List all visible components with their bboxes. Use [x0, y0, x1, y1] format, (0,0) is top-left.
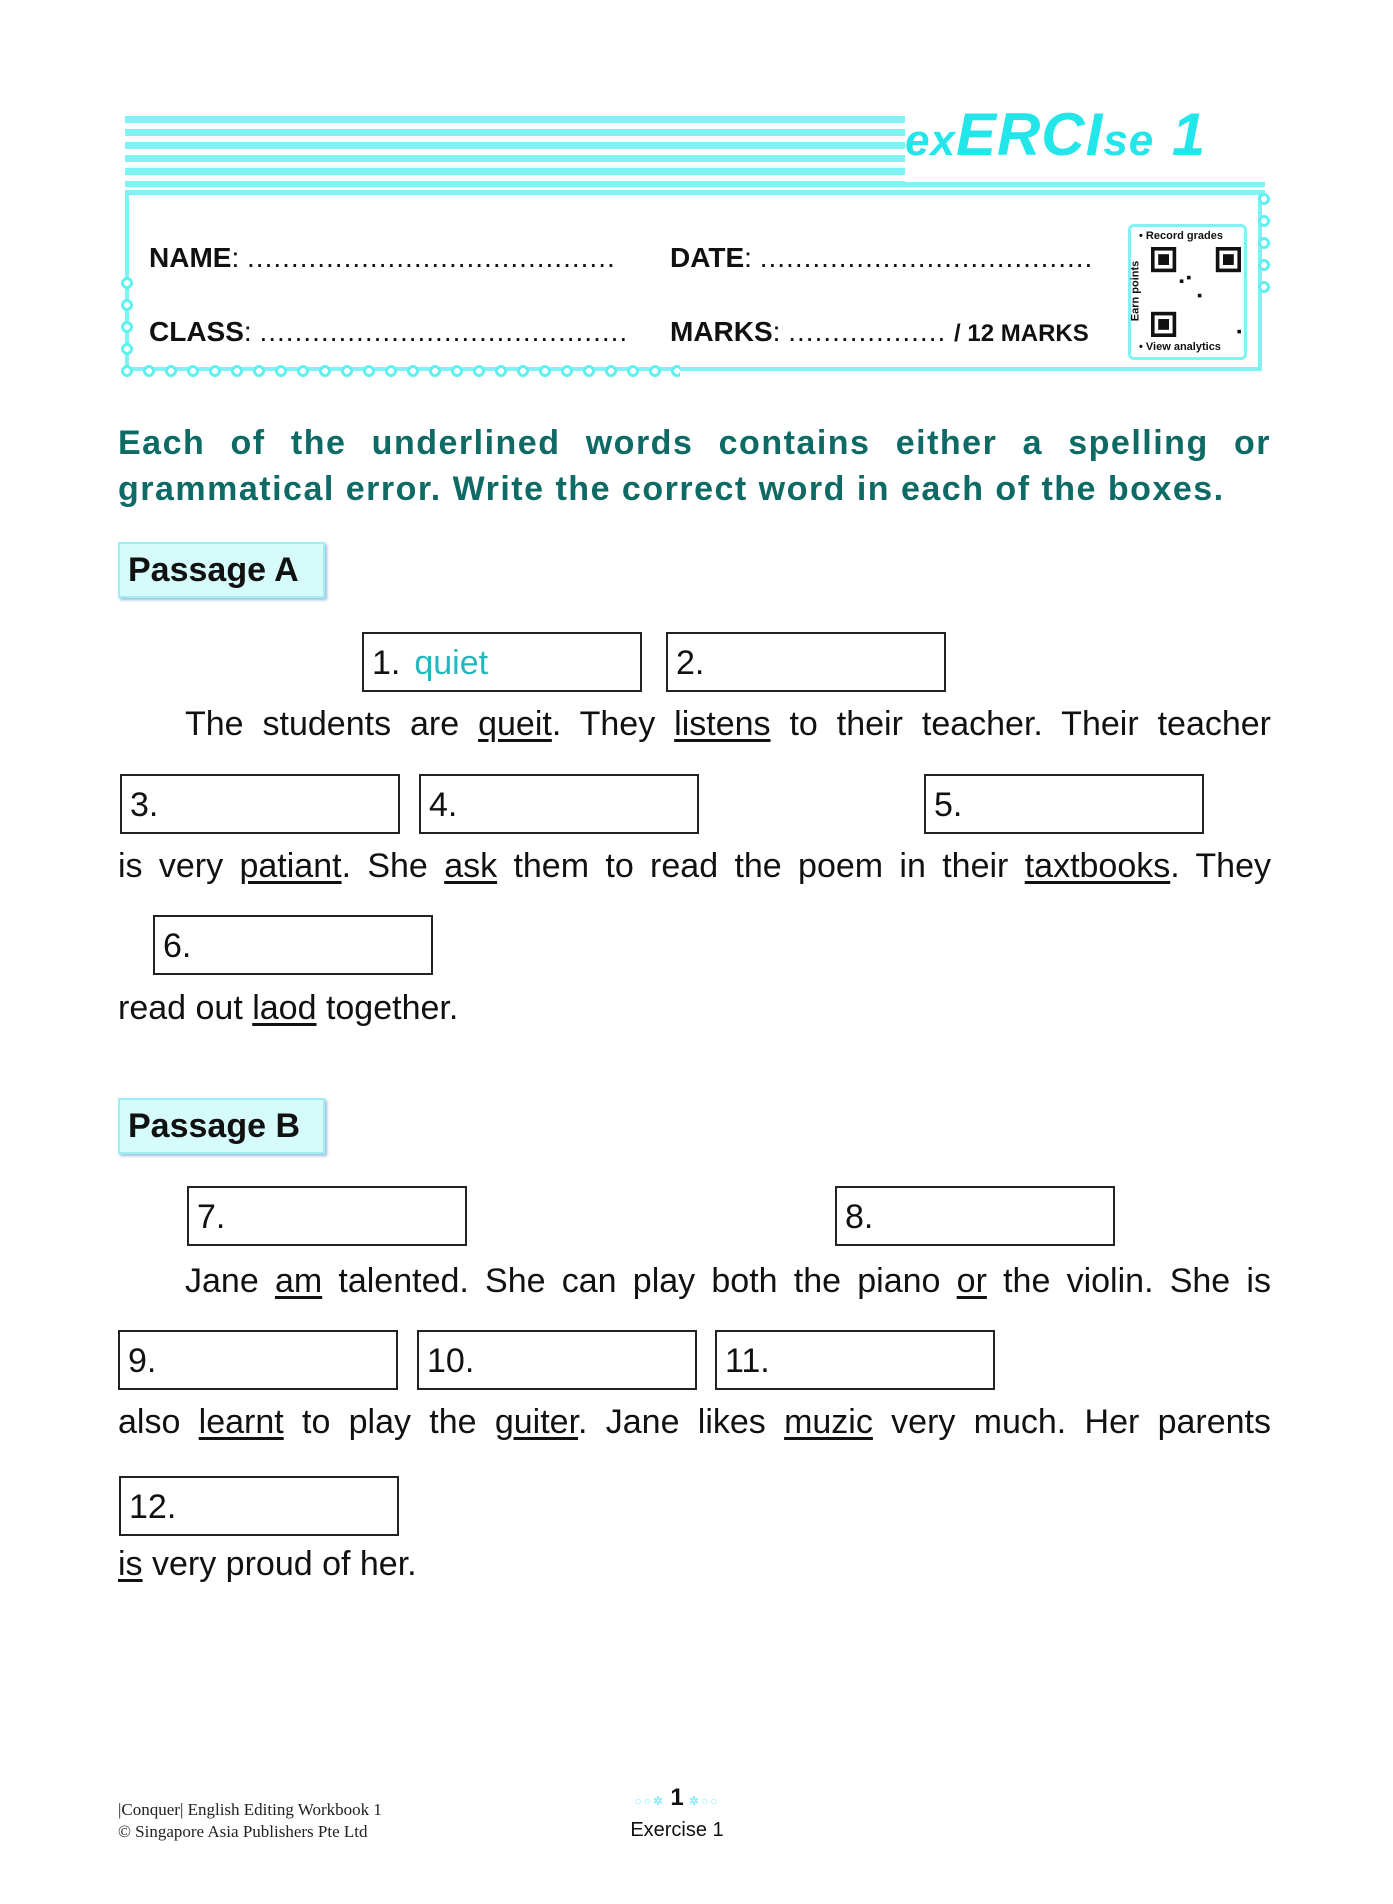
date-field[interactable]	[670, 242, 1093, 274]
answer-box-3[interactable]	[120, 774, 400, 834]
page-number-text: 1	[670, 1784, 684, 1811]
passage-line	[185, 1262, 1271, 1301]
box-number: 8.	[845, 1198, 874, 1236]
qr-module	[1198, 294, 1202, 298]
qr-module	[1158, 319, 1169, 330]
decorative-dots	[1257, 192, 1271, 300]
title-part: 1	[1154, 101, 1207, 168]
marks-field[interactable]	[670, 316, 1089, 348]
class-line[interactable]: ..........................................	[259, 316, 629, 347]
answer-box-1[interactable]	[362, 632, 642, 692]
box-number: 4.	[429, 786, 458, 824]
box-number: 7.	[197, 1198, 226, 1236]
text: together.	[316, 989, 459, 1027]
text: . Jane likes	[578, 1403, 785, 1441]
answer-box-9[interactable]	[118, 1330, 398, 1390]
error-word: guiter	[494, 1403, 579, 1441]
title-part: I	[1085, 101, 1104, 168]
answer-box-5[interactable]	[924, 774, 1204, 834]
qr-caption-bottom: • View analytics	[1139, 341, 1221, 353]
answer-box-10[interactable]	[417, 1330, 697, 1390]
decorative-dots	[120, 364, 680, 378]
exercise-title	[905, 100, 1206, 169]
passage-b-label: Passage B	[118, 1098, 325, 1154]
colon: :	[772, 316, 781, 347]
text: The students are	[185, 705, 479, 743]
marks-total: / 12 MARKS	[954, 320, 1089, 347]
date-line[interactable]: ......................................	[759, 242, 1094, 273]
decorative-dots	[120, 276, 134, 366]
passage-line	[118, 1545, 417, 1584]
answer-text: quiet	[414, 644, 489, 682]
text: is very	[118, 847, 240, 885]
box-number: 9.	[128, 1342, 157, 1380]
answer-box-12[interactable]	[119, 1476, 399, 1536]
error-word: laod	[252, 989, 317, 1027]
qr-caption-side: Earn points	[1129, 260, 1142, 322]
book-title: |Conquer| English Editing Workbook 1	[118, 1800, 382, 1819]
title-part: ex	[905, 116, 956, 165]
passage-a-label: Passage A	[118, 542, 325, 598]
passage-line	[118, 989, 458, 1028]
class-field[interactable]	[149, 316, 628, 348]
text: . They	[551, 705, 675, 743]
text: . She	[341, 847, 445, 885]
passage-line	[118, 847, 1271, 886]
box-number: 5.	[934, 786, 963, 824]
text: . They	[1170, 847, 1272, 885]
box-number: 1.	[372, 644, 401, 682]
footer-credits	[118, 1799, 382, 1843]
colon: :	[243, 316, 252, 347]
qr-caption-top: • Record grades	[1139, 230, 1223, 242]
error-word: muzic	[784, 1403, 873, 1441]
name-label: NAME	[149, 242, 232, 273]
title-part: se	[1103, 116, 1155, 165]
name-line[interactable]: ..........................................	[247, 242, 616, 273]
qr-module	[1237, 330, 1241, 334]
title-part: ERC	[955, 101, 1086, 168]
text: to play the	[283, 1403, 495, 1441]
decorative-dots: ○○✲	[634, 1794, 671, 1808]
qr-module	[1187, 276, 1191, 280]
decorative-dots: ✲○○	[683, 1794, 720, 1808]
text: very much. Her parents	[872, 1403, 1272, 1441]
answer-box-2[interactable]	[666, 632, 946, 692]
box-number: 2.	[676, 644, 705, 682]
text: read out	[118, 989, 253, 1027]
answer-box-4[interactable]	[419, 774, 699, 834]
error-word: is	[118, 1545, 143, 1583]
text: to their teacher. Their teacher	[770, 705, 1271, 743]
qr-code-panel[interactable]	[1128, 224, 1247, 360]
instruction-text: Each of the underlined words contains either a spelling or grammatical error. Write the correct word in each of the boxes.	[118, 424, 1271, 508]
box-number: 11.	[725, 1342, 770, 1380]
text: also	[118, 1403, 199, 1441]
colon: :	[231, 242, 240, 273]
error-word: ask	[444, 847, 498, 885]
answer-box-7[interactable]	[187, 1186, 467, 1246]
error-word: or	[956, 1262, 987, 1300]
box-number: 3.	[130, 786, 159, 824]
text: talented. She can play both the piano	[322, 1262, 957, 1300]
answer-box-11[interactable]	[715, 1330, 995, 1390]
qr-module	[1158, 254, 1169, 265]
error-word: queit	[478, 705, 552, 743]
name-field[interactable]	[149, 242, 616, 274]
qr-code-icon	[1151, 247, 1241, 337]
header-stripes	[125, 182, 1265, 195]
error-word: am	[274, 1262, 323, 1300]
error-word: listens	[674, 705, 771, 743]
error-word: learnt	[198, 1403, 284, 1441]
copyright: © Singapore Asia Publishers Pte Ltd	[118, 1822, 368, 1841]
error-word: patiant	[239, 847, 342, 885]
qr-bottom-text: View analytics	[1145, 341, 1221, 353]
header-stripes	[125, 116, 905, 182]
answer-box-6[interactable]	[153, 915, 433, 975]
box-number: 12.	[129, 1488, 177, 1526]
qr-module	[1223, 254, 1234, 265]
qr-module	[1180, 279, 1184, 283]
colon: :	[744, 242, 752, 273]
marks-line[interactable]: ..................	[788, 316, 947, 347]
box-number: 6.	[163, 927, 192, 965]
text: very proud of her.	[142, 1545, 417, 1583]
marks-label: MARKS	[670, 316, 773, 347]
page-number	[617, 1784, 737, 1812]
passage-line	[185, 705, 1271, 744]
text: them to read the poem in their	[497, 847, 1025, 885]
passage-line	[118, 1403, 1271, 1442]
text: Jane	[185, 1262, 275, 1300]
answer-box-8[interactable]	[835, 1186, 1115, 1246]
section-label: Exercise 1	[630, 1819, 724, 1841]
box-number: 10.	[427, 1342, 475, 1380]
error-word: taxtbooks	[1024, 847, 1171, 885]
qr-top-text: Record grades	[1145, 230, 1223, 242]
class-label: CLASS	[149, 316, 244, 347]
text: the violin. She is	[986, 1262, 1271, 1300]
date-label: DATE	[670, 242, 745, 273]
